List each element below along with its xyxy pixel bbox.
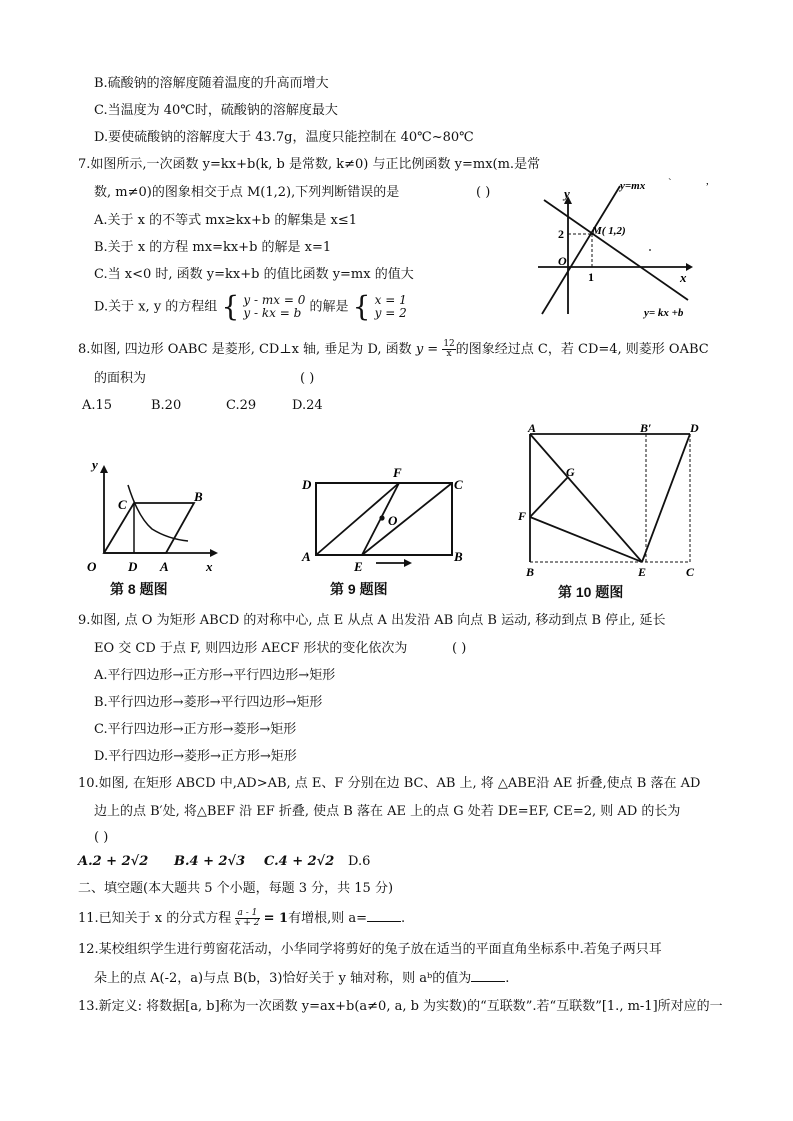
q7-option-b: B.关于 x 的方程 mx=kx+b 的解是 x=1 [94, 240, 332, 255]
q9-option-d: D.平行四边形→菱形→正方形→矩形 [94, 749, 297, 764]
g-label: G [566, 465, 575, 479]
q10-stem-line2: 边上的点 B′处, 将△BEF 沿 EF 折叠, 使点 B 落在 AE 上的点 G 处若 DE=EF, CE=2, 则 AD 的长为 [94, 804, 681, 819]
q7-solution-y: y = 2 [374, 306, 407, 320]
q8-option-b: B.20 [151, 398, 182, 413]
q8-option-d: D.24 [292, 398, 323, 413]
q10-option-a: A.2 + 2√2 [78, 854, 149, 869]
q7-system-eq2: y - kx = b [243, 306, 302, 320]
label-y-kx-b: y= kx +b [644, 307, 684, 319]
segment-af [316, 483, 399, 555]
line-y-mx [542, 186, 620, 314]
q11-answer-blank[interactable] [367, 909, 401, 922]
a-label: A [160, 559, 169, 574]
q7-option-a: A.关于 x 的不等式 mx≥kx+b 的解集是 x≤1 [94, 213, 357, 228]
center-point-o [379, 515, 384, 520]
d-label: D [690, 422, 699, 435]
origin-label: O [558, 254, 567, 268]
line-y-kx-b [544, 200, 688, 300]
q11-fraction [235, 909, 259, 928]
left-brace-icon: { [352, 290, 371, 323]
e-label: E [638, 565, 647, 579]
fig9 [296, 465, 472, 597]
segment-ec [362, 483, 452, 555]
o-label: O [388, 513, 398, 528]
q10-answer-paren: ( ) [94, 830, 109, 845]
q9-stem-line2: EO 交 CD 于点 F, 则四边形 AECF 形状的变化依次为 [94, 641, 408, 656]
q10-stem-line1: 10.如图, 在矩形 ABCD 中,AD>AB, 点 E、F 分别在边 BC、AB 上, 将 △ABE沿 AE 折叠,使点 B 落在 AD [78, 776, 701, 791]
q7-option-c: C.当 x<0 时, 函数 y=kx+b 的值比函数 y=mx 的值大 [94, 267, 414, 282]
segment-fg [530, 477, 568, 517]
y-label: y [92, 457, 98, 472]
q7-stem-line2: 数, m≠0)的图象相交于点 M(1,2),下列判断错误的是 [94, 185, 400, 200]
fig9-caption: 第 9 题图 [330, 581, 388, 597]
b-label: B [194, 489, 203, 504]
q7-system-eq1: y - mx = 0 [243, 293, 306, 307]
q9-option-a: A.平行四边形→正方形→平行四边形→矩形 [94, 668, 336, 683]
fig8-caption: 第 8 题图 [110, 581, 168, 597]
point-m-label: M( 1,2) [592, 225, 626, 237]
c-label: C [686, 565, 695, 579]
fig8 [84, 455, 224, 597]
section-2-heading: 二、填空题(本大题共 5 个小题，每题 3 分，共 15 分) [78, 881, 394, 896]
label-y-mx: y=mx [620, 180, 646, 192]
c-label: C [454, 477, 463, 492]
q11-prefix: 11.已知关于 x 的分式方程 [78, 911, 232, 926]
b-label: B [454, 549, 463, 564]
fig8-diagram [84, 455, 224, 577]
x-axis-arrow-icon [210, 549, 218, 557]
q7-stem-line1: 7.如图所示,一次函数 y=kx+b(k, b 是常数, k≠0) 与正比例函数 y=mx(m.是常 [78, 157, 541, 172]
q6-option-c: C.当温度为 40℃时，硫酸钠的溶解度最大 [94, 103, 338, 118]
q12-end: . [505, 971, 510, 986]
motion-arrowhead-icon [404, 559, 412, 567]
q7-option-d-prefix: D.关于 x, y 的方程组 [94, 299, 218, 315]
q6-option-d: D.要使硫酸钠的溶解度大于 43.7g，温度只能控制在 40℃~80℃ [94, 130, 474, 145]
fraction-denominator: x + 2 [235, 918, 260, 928]
q13-stem-line1: 13.新定义: 将数据[a, b]称为一次函数 y=ax+b(a≠0, a, b 为实数)的“互联数”.若“互联数”[1., m-1]所对应的一 [78, 999, 723, 1014]
q11-end: . [401, 911, 406, 926]
q8-option-a: A.15 [82, 398, 113, 413]
bprime-label: B′ [640, 422, 652, 435]
hyperbola-curve [128, 485, 188, 541]
q8-stem-line2: 的面积为 [94, 371, 147, 386]
x-axis-arrow-icon [686, 263, 693, 271]
q11-equals: = 1 [263, 911, 289, 926]
q8-stem-line1 [78, 339, 709, 361]
b-label: B [526, 565, 535, 579]
q9-option-c: C.平行四边形→正方形→菱形→矩形 [94, 722, 297, 737]
q10-option-c: C.4 + 2√2 [264, 854, 335, 869]
y-axis-arrow-icon [100, 465, 108, 473]
a-label: A [302, 549, 311, 564]
scan-dot [649, 249, 651, 251]
q7-option-d-mid: 的解是 [309, 299, 349, 315]
fig10-caption: 第 10 题图 [558, 584, 624, 600]
left-brace-icon: { [221, 290, 240, 323]
q11-suffix: 有增根,则 a= [288, 911, 368, 926]
d-label: D [302, 477, 312, 492]
f-label: F [393, 465, 402, 480]
fold-line-fe [530, 517, 642, 562]
fraction-denominator: x [446, 349, 452, 359]
q12-stem-line1: 12.某校组织学生进行剪窗花活动，小华同学将剪好的兔子放在适当的平面直角坐标系中.若兔子两只耳 [78, 942, 662, 957]
q12-stem-line2 [94, 969, 509, 988]
a-label: A [528, 422, 537, 435]
fold-line-ae [530, 434, 642, 562]
q10-option-b: B.4 + 2√3 [174, 854, 246, 869]
f-label: F [518, 509, 527, 523]
q7-solution-x: x = 1 [374, 293, 407, 307]
q7-answer-paren: ( ) [476, 185, 491, 200]
q9-stem-line1: 9.如图, 点 O 为矩形 ABCD 的对称中心, 点 E 从点 A 出发沿 AB 向点 B 运动, 移动到点 B 停止, 延长 [78, 613, 666, 628]
c-label: C [118, 497, 127, 512]
q11-stem [78, 908, 405, 930]
q7-option-d [94, 290, 407, 323]
d-label: D [128, 559, 138, 574]
fraction-numerator: 12 [443, 339, 455, 349]
o-label: O [87, 559, 97, 574]
q8-stem-part2: 的图象经过点 C，若 CD=4, 则菱形 OABC [455, 342, 709, 357]
q12-line2-text: 朵上的点 A(-2，a)与点 B(b，3)恰好关于 y 轴对称，则 aᵇ的值为 [94, 971, 472, 986]
q8-function-fraction [442, 340, 455, 359]
x-axis-label: x [680, 270, 687, 285]
q8-answer-paren: ( ) [300, 371, 315, 386]
x-label: x [206, 559, 213, 574]
tick-label-2: 2 [558, 227, 564, 241]
fig9-diagram [296, 465, 472, 575]
scan-mark: , [706, 175, 709, 187]
q8-option-c: C.29 [226, 398, 257, 413]
q7-solution-system [375, 294, 407, 320]
y-axis-label: y [564, 186, 570, 201]
q7-graph [528, 172, 728, 322]
q9-option-b: B.平行四边形→菱形→平行四边形→矩形 [94, 695, 323, 710]
q8-function-lhs: y = [415, 342, 439, 357]
scan-mark: ` [668, 177, 672, 189]
fig10-diagram [518, 422, 708, 580]
tick-label-1: 1 [588, 270, 594, 284]
fraction-numerator: a - 1 [235, 909, 259, 919]
q7-figure [528, 172, 728, 326]
q9-answer-paren: ( ) [452, 641, 467, 656]
q12-answer-blank[interactable] [471, 969, 505, 982]
fig10 [518, 422, 708, 600]
q7-equation-system [243, 294, 305, 320]
e-label: E [354, 559, 363, 574]
q10-option-d: D.6 [348, 854, 371, 869]
q8-stem-part1: 8.如图, 四边形 OABC 是菱形, CD⊥x 轴, 垂足为 D, 函数 [78, 342, 412, 357]
q6-option-b: B.硫酸钠的溶解度随着温度的升高而增大 [94, 76, 329, 91]
segment-ed [642, 434, 690, 562]
